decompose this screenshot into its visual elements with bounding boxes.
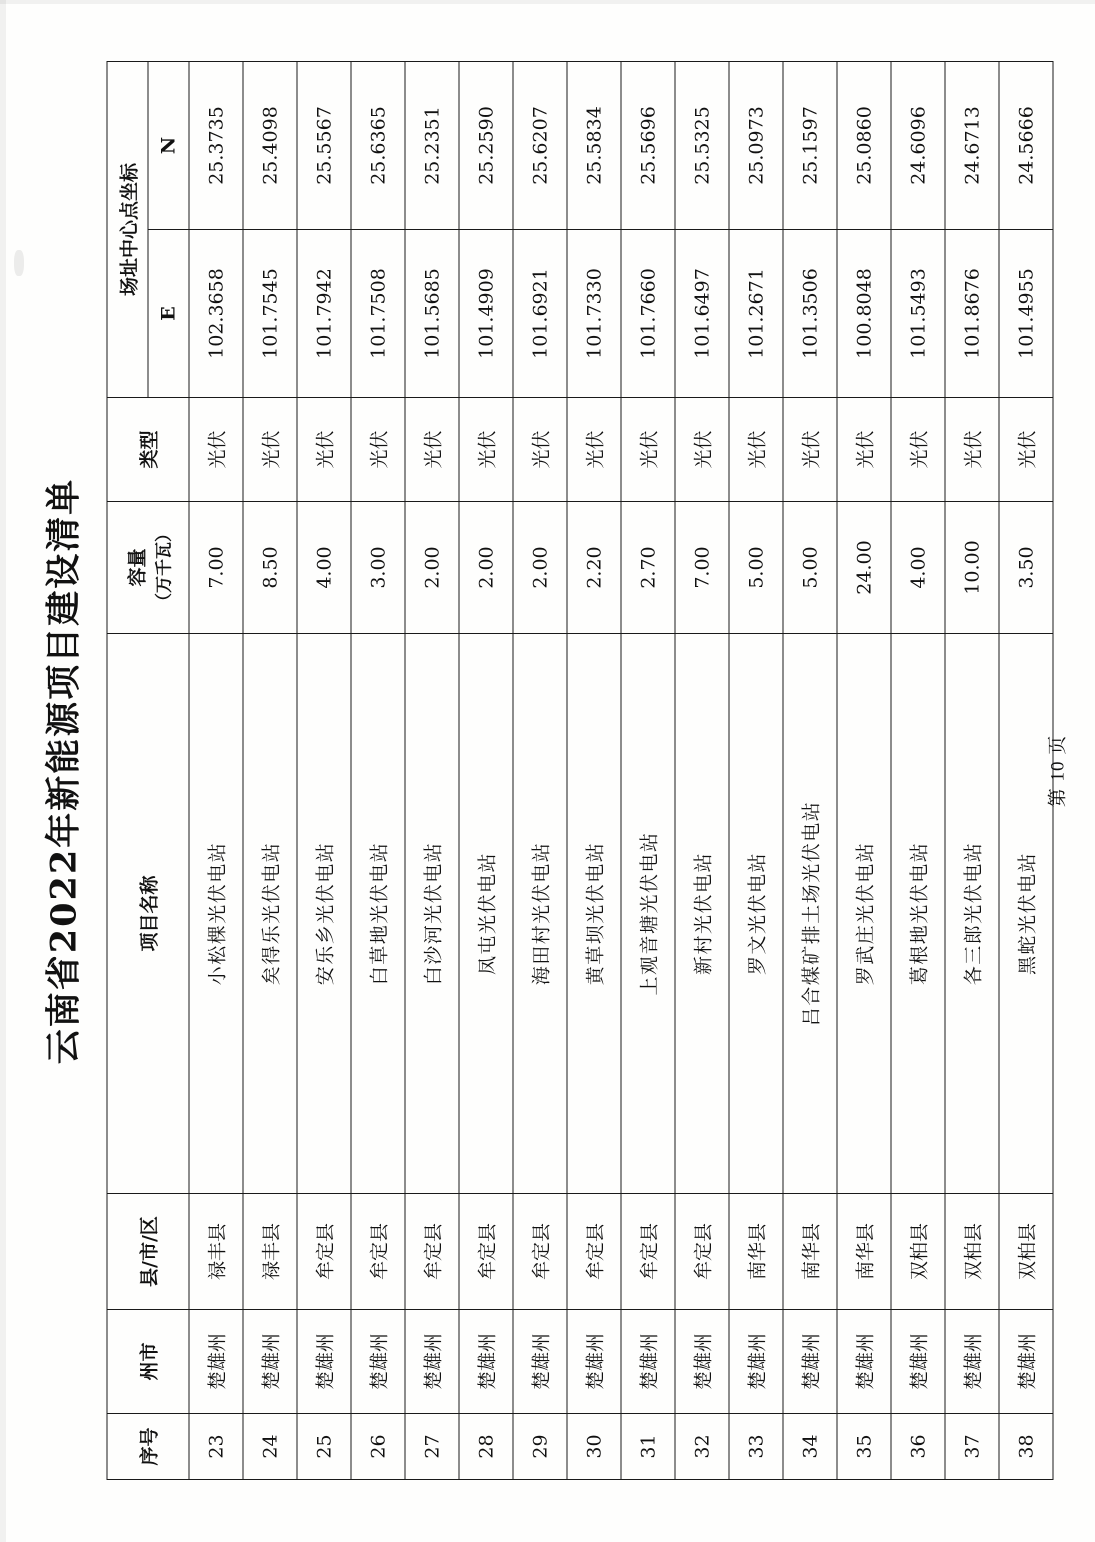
cell-project-name: 矣得乐光伏电站 [243,634,297,1194]
table-row [243,61,297,1479]
cell-coord-n: 24.5666 [999,61,1053,229]
cell-capacity: 2.00 [513,502,567,634]
cell-coord-e: 101.6921 [513,230,567,398]
cell-type: 光伏 [837,398,891,502]
cell-county: 牟定县 [621,1194,675,1310]
cell-seq: 38 [999,1414,1053,1480]
cell-seq: 24 [243,1414,297,1480]
cell-coord-n: 25.5834 [567,61,621,229]
th-type: 类型 [107,398,189,502]
cell-project-name: 罗武庄光伏电站 [837,634,891,1194]
cell-county: 牟定县 [675,1194,729,1310]
cell-type: 光伏 [783,398,837,502]
table-row [891,61,945,1479]
cell-coord-n: 24.6713 [945,61,999,229]
cell-project-name: 安乐乡光伏电站 [297,634,351,1194]
cell-type: 光伏 [945,398,999,502]
cell-project-name: 凤屯光伏电站 [459,634,513,1194]
cell-coord-e: 101.8676 [945,230,999,398]
cell-coord-n: 25.3735 [189,61,243,229]
cell-prefecture: 楚雄州 [945,1310,999,1414]
cell-capacity: 7.00 [675,502,729,634]
cell-seq: 35 [837,1414,891,1480]
page-title: 云南省2022年新能源项目建设清单 [43,477,84,1065]
cell-coord-n: 25.5325 [675,61,729,229]
table-row [189,61,243,1479]
cell-project-name: 白草地光伏电站 [351,634,405,1194]
th-coord-n: N [148,61,189,229]
cell-capacity: 24.00 [837,502,891,634]
cell-type: 光伏 [351,398,405,502]
cell-county: 双柏县 [891,1194,945,1310]
cell-prefecture: 楚雄州 [621,1310,675,1414]
cell-type: 光伏 [999,398,1053,502]
cell-seq: 36 [891,1414,945,1480]
cell-coord-e: 101.4909 [459,230,513,398]
cell-county: 禄丰县 [243,1194,297,1310]
cell-prefecture: 楚雄州 [837,1310,891,1414]
cell-seq: 29 [513,1414,567,1480]
cell-coord-n: 25.2351 [405,61,459,229]
cell-prefecture: 楚雄州 [189,1310,243,1414]
table-row [837,61,891,1479]
cell-project-name: 葛根地光伏电站 [891,634,945,1194]
cell-prefecture: 楚雄州 [297,1310,351,1414]
cell-seq: 23 [189,1414,243,1480]
cell-coord-n: 25.1597 [783,61,837,229]
cell-type: 光伏 [513,398,567,502]
cell-county: 牟定县 [567,1194,621,1310]
cell-coord-n: 25.5567 [297,61,351,229]
cell-prefecture: 楚雄州 [999,1310,1053,1414]
cell-prefecture: 楚雄州 [729,1310,783,1414]
cell-type: 光伏 [675,398,729,502]
cell-county: 牟定县 [459,1194,513,1310]
cell-type: 光伏 [621,398,675,502]
cell-capacity: 10.00 [945,502,999,634]
th-coordinate-group: 场址中心点坐标 [107,61,148,397]
cell-coord-e: 101.2671 [729,230,783,398]
cell-type: 光伏 [243,398,297,502]
cell-project-name: 海田村光伏电站 [513,634,567,1194]
cell-prefecture: 楚雄州 [405,1310,459,1414]
th-capacity-line1: 容量 [125,548,148,587]
cell-county: 南华县 [837,1194,891,1310]
table-row [297,61,351,1479]
cell-capacity: 5.00 [729,502,783,634]
table-row [621,61,675,1479]
cell-capacity: 4.00 [297,502,351,634]
cell-project-name: 罗文光伏电站 [729,634,783,1194]
cell-county: 南华县 [783,1194,837,1310]
cell-county: 牟定县 [513,1194,567,1310]
cell-coord-e: 101.7545 [243,230,297,398]
cell-prefecture: 楚雄州 [351,1310,405,1414]
cell-capacity: 2.00 [405,502,459,634]
cell-county: 双柏县 [945,1194,999,1310]
table-row [675,61,729,1479]
cell-coord-e: 101.6497 [675,230,729,398]
cell-coord-e: 101.5685 [405,230,459,398]
cell-coord-n: 25.0860 [837,61,891,229]
cell-project-name: 上观音塘光伏电站 [621,634,675,1194]
cell-seq: 32 [675,1414,729,1480]
cell-county: 牟定县 [351,1194,405,1310]
table-row [783,61,837,1479]
cell-coord-e: 101.7660 [621,230,675,398]
cell-coord-e: 101.4955 [999,230,1053,398]
cell-prefecture: 楚雄州 [567,1310,621,1414]
cell-type: 光伏 [405,398,459,502]
th-capacity-line2: （万千瓦） [153,525,174,610]
cell-seq: 28 [459,1414,513,1480]
cell-coord-n: 25.6365 [351,61,405,229]
table-row [513,61,567,1479]
cell-type: 光伏 [459,398,513,502]
cell-seq: 27 [405,1414,459,1480]
th-capacity [107,502,189,634]
cell-capacity: 4.00 [891,502,945,634]
cell-coord-n: 25.2590 [459,61,513,229]
cell-seq: 34 [783,1414,837,1480]
cell-coord-e: 102.3658 [189,230,243,398]
cell-seq: 25 [297,1414,351,1480]
table-body [189,61,1053,1479]
cell-prefecture: 楚雄州 [459,1310,513,1414]
cell-type: 光伏 [297,398,351,502]
cell-county: 南华县 [729,1194,783,1310]
cell-coord-e: 101.7508 [351,230,405,398]
cell-seq: 37 [945,1414,999,1480]
cell-coord-n: 25.4098 [243,61,297,229]
page-footer: 第 10 页 [1047,734,1068,808]
cell-seq: 31 [621,1414,675,1480]
cell-type: 光伏 [729,398,783,502]
cell-capacity: 7.00 [189,502,243,634]
cell-capacity: 3.50 [999,502,1053,634]
cell-type: 光伏 [567,398,621,502]
cell-county: 禄丰县 [189,1194,243,1310]
cell-capacity: 8.50 [243,502,297,634]
table-row [945,61,999,1479]
cell-coord-e: 101.5493 [891,230,945,398]
cell-prefecture: 楚雄州 [783,1310,837,1414]
cell-coord-e: 101.3506 [783,230,837,398]
table-row [459,61,513,1479]
cell-type: 光伏 [891,398,945,502]
cell-coord-n: 25.5696 [621,61,675,229]
cell-project-name: 黄草坝光伏电站 [567,634,621,1194]
cell-capacity: 5.00 [783,502,837,634]
cell-project-name: 新村光伏电站 [675,634,729,1194]
cell-capacity: 2.20 [567,502,621,634]
th-prefecture: 州市 [107,1310,189,1414]
cell-coord-e: 101.7330 [567,230,621,398]
th-county: 县/市/区 [107,1194,189,1310]
cell-project-name: 白沙河光伏电站 [405,634,459,1194]
table-row [567,61,621,1479]
cell-coord-n: 25.0973 [729,61,783,229]
cell-project-name: 吕合煤矿排土场光伏电站 [783,634,837,1194]
cell-prefecture: 楚雄州 [891,1310,945,1414]
th-coord-e: E [148,230,189,398]
table-header-row-1 [107,61,148,1479]
table-row [351,61,405,1479]
cell-project-name: 小松棵光伏电站 [189,634,243,1194]
cell-prefecture: 楚雄州 [513,1310,567,1414]
cell-prefecture: 楚雄州 [675,1310,729,1414]
cell-coord-n: 25.6207 [513,61,567,229]
cell-project-name: 黑蛇光伏电站 [999,634,1053,1194]
cell-capacity: 2.00 [459,502,513,634]
th-project-name: 项目名称 [107,634,189,1194]
cell-seq: 30 [567,1414,621,1480]
cell-county: 牟定县 [405,1194,459,1310]
cell-coord-e: 100.8048 [837,230,891,398]
th-seq: 序号 [107,1414,189,1480]
cell-type: 光伏 [189,398,243,502]
cell-county: 牟定县 [297,1194,351,1310]
table-row [729,61,783,1479]
cell-capacity: 3.00 [351,502,405,634]
cell-coord-e: 101.7942 [297,230,351,398]
table-row [405,61,459,1479]
cell-seq: 33 [729,1414,783,1480]
cell-coord-n: 24.6096 [891,61,945,229]
cell-county: 双柏县 [999,1194,1053,1310]
cell-project-name: 各三郎光伏电站 [945,634,999,1194]
project-listing-table [106,61,1053,1480]
cell-prefecture: 楚雄州 [243,1310,297,1414]
cell-capacity: 2.70 [621,502,675,634]
cell-seq: 26 [351,1414,405,1480]
